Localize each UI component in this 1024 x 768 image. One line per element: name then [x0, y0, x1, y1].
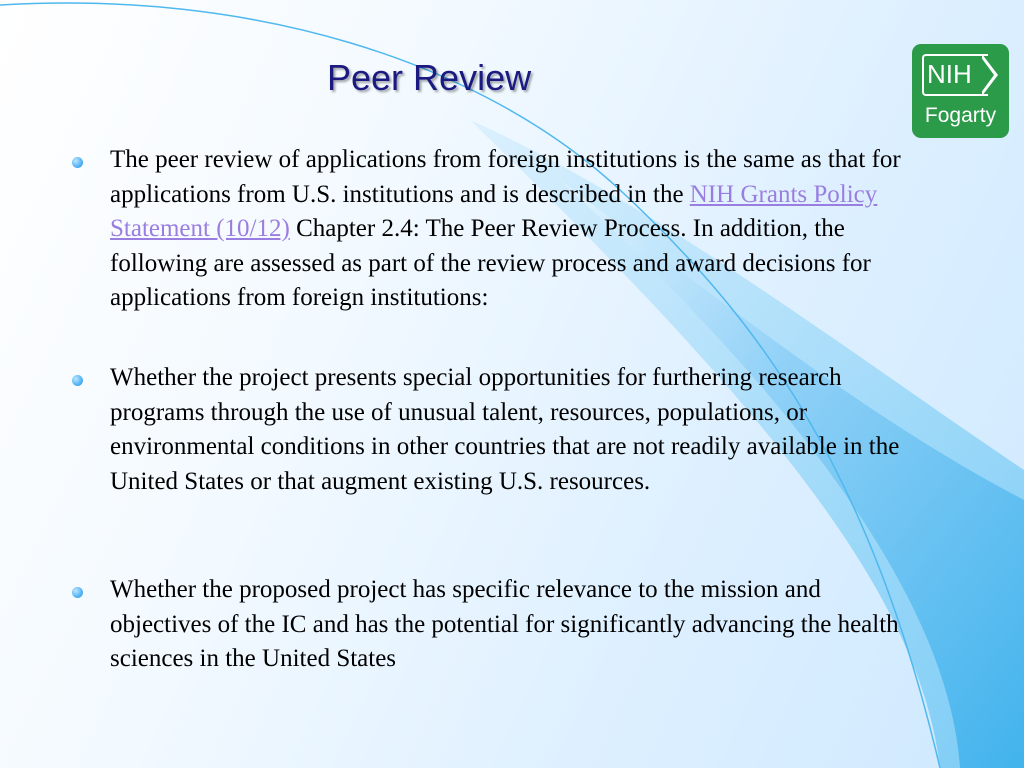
bullet-dot-icon	[72, 587, 83, 598]
bullet-item	[110, 573, 922, 677]
bullet-text: Whether the proposed project has specific relevance to the mission and objectives of the IC and has the potential for significantly advancing the health sciences in the United States	[110, 576, 899, 672]
logo-fogarty-text: Fogarty	[924, 104, 997, 127]
logo-chevron-icon	[982, 54, 998, 96]
bullet-text: Whether the project presents special opportunities for furthering research programs through the use of unusual talent, resources, populations, or environmental conditions in other countries that are not readily available in the United States or that augment existing U.S. resources.	[110, 364, 900, 495]
logo-nih-text: NIH	[927, 59, 972, 89]
bullet-dot-icon	[72, 157, 83, 168]
bullet-item	[110, 143, 922, 316]
bullet-item	[110, 361, 922, 499]
bullet-dot-icon	[72, 375, 83, 386]
bullet-text-continued: Chapter 2.4: The Peer Review Process. In addition, the following are assessed as part of the review process and award decisions for applications from foreign institutions:	[110, 215, 871, 311]
grants-policy-link[interactable]: NIH Grants Policy Statement (10/12)	[110, 180, 878, 242]
nih-fogarty-logo	[912, 44, 1009, 138]
bullet-text: The peer review of applications from foreign institutions is the same as that for applications from U.S. institutions and is described in the	[110, 146, 901, 208]
slide-title: Peer Review	[327, 57, 532, 98]
